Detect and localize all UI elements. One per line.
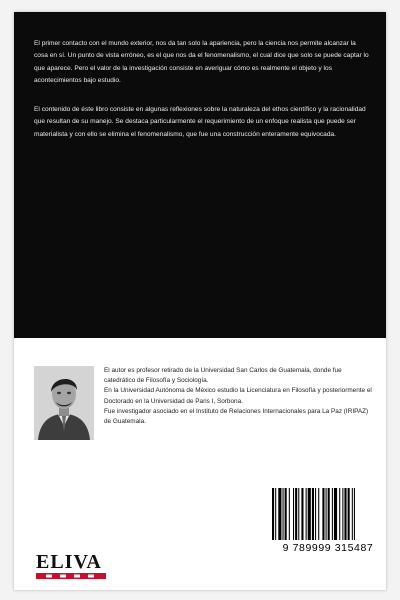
back-cover [14, 12, 386, 590]
isbn-barcode [268, 486, 386, 556]
synopsis-paragraph-1: El primer contacto con el mundo exterior, nos da tan solo la apariencia, pero la ciencia nos permite alcanzar la cosa en sí. Un punto de vista erróneo, es el que nos da el fenomenalismo, el cual dice que solo se puede captar lo que aparece. Pero el valor de la investigación consiste en averiguar cómo es realmente el objeto y los acontecimientos bajo estudio. [34, 40, 369, 84]
author-bio [104, 366, 372, 427]
synopsis-panel [14, 12, 386, 338]
author-bio-line-2: En la Universidad Autónoma de México estudio la Licenciatura en Filosofía y posteriormente el Doctorado en la Universidad de Paris I, Sorbona. [104, 387, 372, 405]
author-bio-line-3: Fue investigador asociado en el Instituto de Relaciones Internacionales para La Paz (IRIPAZ) de Guatemala. [104, 407, 369, 426]
barcode-bars [268, 486, 386, 544]
author-bio-line-1: El autor es profesor retirado de la Universidad San Carlos de Guatemala, donde fue catedrático de Filosofía y Sociología. [104, 367, 342, 385]
author-photo [34, 366, 94, 440]
isbn-number: 9 789999 315487 [282, 542, 374, 554]
publisher-logo [34, 546, 110, 586]
synopsis-paragraph-2: El contenido de éste libro consiste en algunas reflexiones sobre la naturaleza del ethos científico y la racionalidad que resultan de su manejo. Se destaca particularmente el requerimiento de un enfoque realista que puede ser materialista y con ello se elimina el fenomenalismo, que fue una construcción enteramente equivocada. [34, 106, 366, 138]
svg-text:ELIVA: ELIVA [36, 551, 102, 573]
